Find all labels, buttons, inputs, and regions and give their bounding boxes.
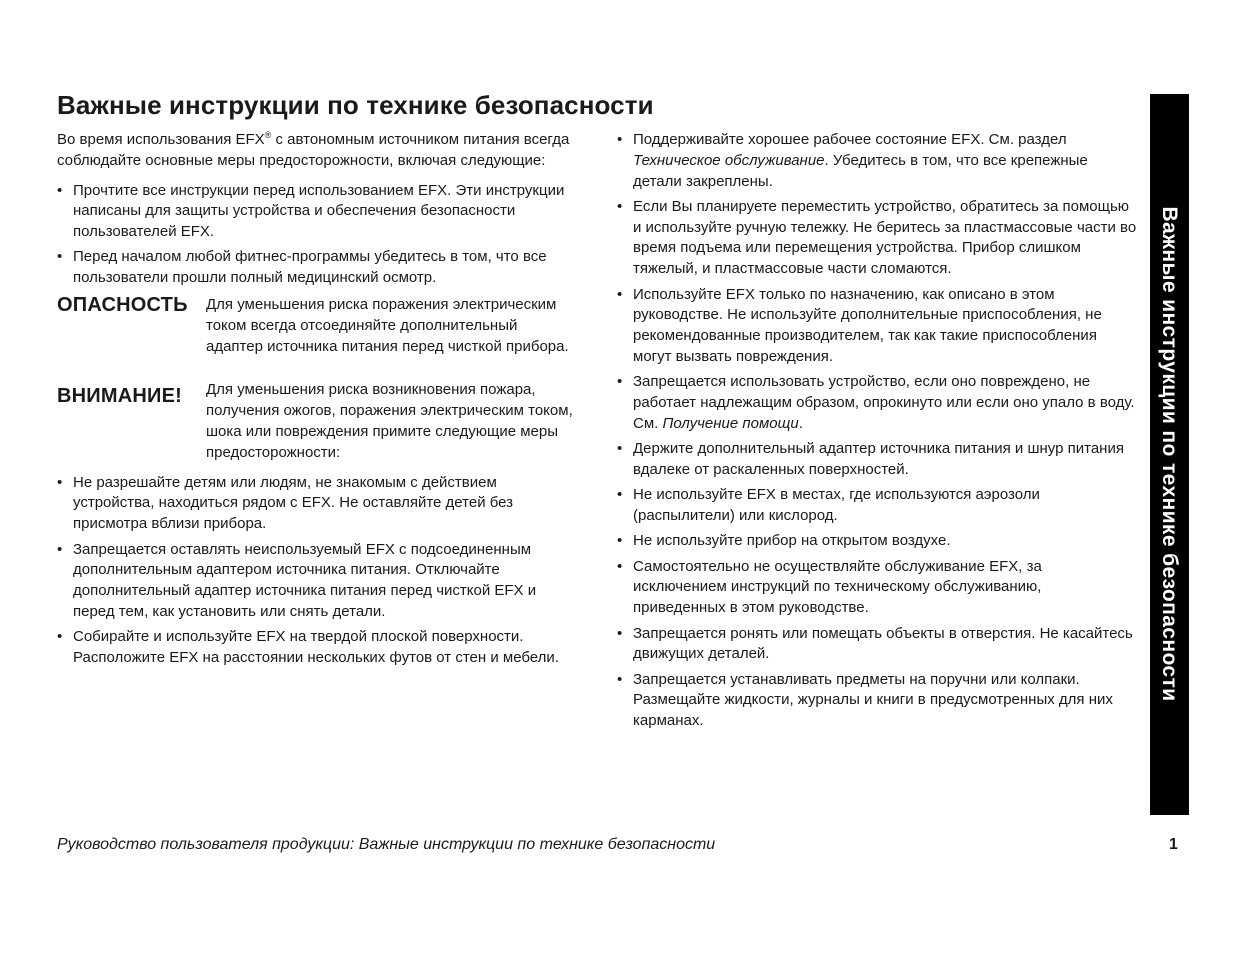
section-reference: Получение помощи bbox=[662, 414, 799, 432]
intro-text-start: Во время использования EFX bbox=[57, 131, 265, 148]
list-item: • Держите дополнительный адаптер источника питания и шнур питания вдалеке от раскаленных поверхностей. bbox=[617, 439, 1137, 481]
right-column bbox=[617, 130, 1137, 737]
intro-text-end: с автономным источником питания всегда соблюдайте основные меры предосторожности, включая следующие: bbox=[57, 131, 570, 169]
list-item: • Самостоятельно не осуществляйте обслуживание EFX, за исключением инструкций по техническому обслуживанию, приведенных в этом руководстве. bbox=[617, 557, 1137, 619]
page-title: Важные инструкции по технике безопасности bbox=[57, 90, 654, 120]
list-item: • Прочтите все инструкции перед использованием EFX. Эти инструкции написаны для защиты устройства и обеспечения безопасности пользователей EFX. bbox=[57, 181, 577, 243]
list-item: • Если Вы планируете переместить устройство, обратитесь за помощью и используйте ручную тележку. Не беритесь за пластмассовые части во время подъема или перемещения устройства. Прибор слишком тяжелый, и пластмассовые части сломаются. bbox=[617, 197, 1137, 280]
left-column bbox=[57, 130, 577, 673]
list-item: • Запрещается оставлять неиспользуемый EFX с подсоединенным дополнительным адаптером источника питания. Отключайте дополнительный адаптер источника питания перед чисткой EFX и перед тем, как установить или снять детали. bbox=[57, 540, 577, 623]
side-tab-label bbox=[1157, 206, 1181, 701]
list-item: • Запрещается ронять или помещать объекты в отверстия. Не касайтесь движущих деталей. bbox=[617, 624, 1137, 666]
side-tab-text: Важные инструкции по технике безопасности bbox=[1158, 206, 1181, 702]
list-item bbox=[617, 372, 1137, 434]
intro-paragraph bbox=[57, 130, 577, 172]
bullet-list-right bbox=[617, 130, 1137, 732]
list-item: • Собирайте и используйте EFX на твердой плоской поверхности. Расположите EFX на расстоянии нескольких футов от стен и мебели. bbox=[57, 627, 577, 669]
page-number: 1 bbox=[1169, 836, 1178, 853]
list-item: • Используйте EFX только по назначению, как описано в этом руководстве. Не используйте дополнительные приспособления, не рекомендованные производителем, так как такие приспособления могут вызвать повреждения. bbox=[617, 285, 1137, 368]
section-reference: Техническое обслуживание bbox=[633, 151, 825, 169]
list-item: • Не используйте EFX в местах, где используются аэрозоли (распылители) или кислород. bbox=[617, 485, 1137, 527]
list-item: • Не используйте прибор на открытом воздухе. bbox=[617, 531, 1137, 552]
danger-text: Для уменьшения риска поражения электрическим током всегда отсоединяйте дополнительный адаптер источника питания перед чисткой прибора. bbox=[206, 296, 569, 355]
list-text: Поддерживайте хорошее рабочее состояние EFX. См. раздел bbox=[633, 131, 1067, 148]
danger-block bbox=[57, 295, 577, 357]
danger-label: ОПАСНОСТЬ bbox=[57, 294, 188, 317]
list-item bbox=[617, 130, 1137, 192]
bullet-list-bottom bbox=[57, 473, 577, 669]
list-text: . bbox=[798, 414, 803, 432]
bullet-list-top bbox=[57, 181, 577, 289]
caution-text: Для уменьшения риска возникновения пожара, получения ожогов, поражения электрическим током, шока или повреждения примите следующие меры предосторожности: bbox=[206, 381, 573, 461]
registered-mark: ® bbox=[264, 130, 272, 140]
list-text: Запрещается использовать устройство, если оно повреждено, не работает надлежащим образом, опрокинуто или если оно упало в воду. См. bbox=[633, 373, 1135, 432]
list-item: • Перед началом любой фитнес-программы убедитесь в том, что все пользователи прошли полный медицинский осмотр. bbox=[57, 247, 577, 289]
list-item: • Запрещается устанавливать предметы на поручни или колпаки. Размещайте жидкости, журналы и книги в предусмотренных для них карманах. bbox=[617, 670, 1137, 732]
list-text: . Убедитесь в том, что все крепежные детали закреплены. bbox=[633, 151, 1088, 190]
footer-title: Руководство пользователя продукции: Важные инструкции по технике безопасности bbox=[57, 836, 716, 853]
caution-label: ВНИМАНИЕ! bbox=[57, 385, 182, 408]
list-item: • Не разрешайте детям или людям, не знакомым с действием устройства, находиться рядом с EFX. Не оставляйте детей без присмотра вблизи прибора. bbox=[57, 473, 577, 535]
caution-block bbox=[57, 380, 577, 463]
